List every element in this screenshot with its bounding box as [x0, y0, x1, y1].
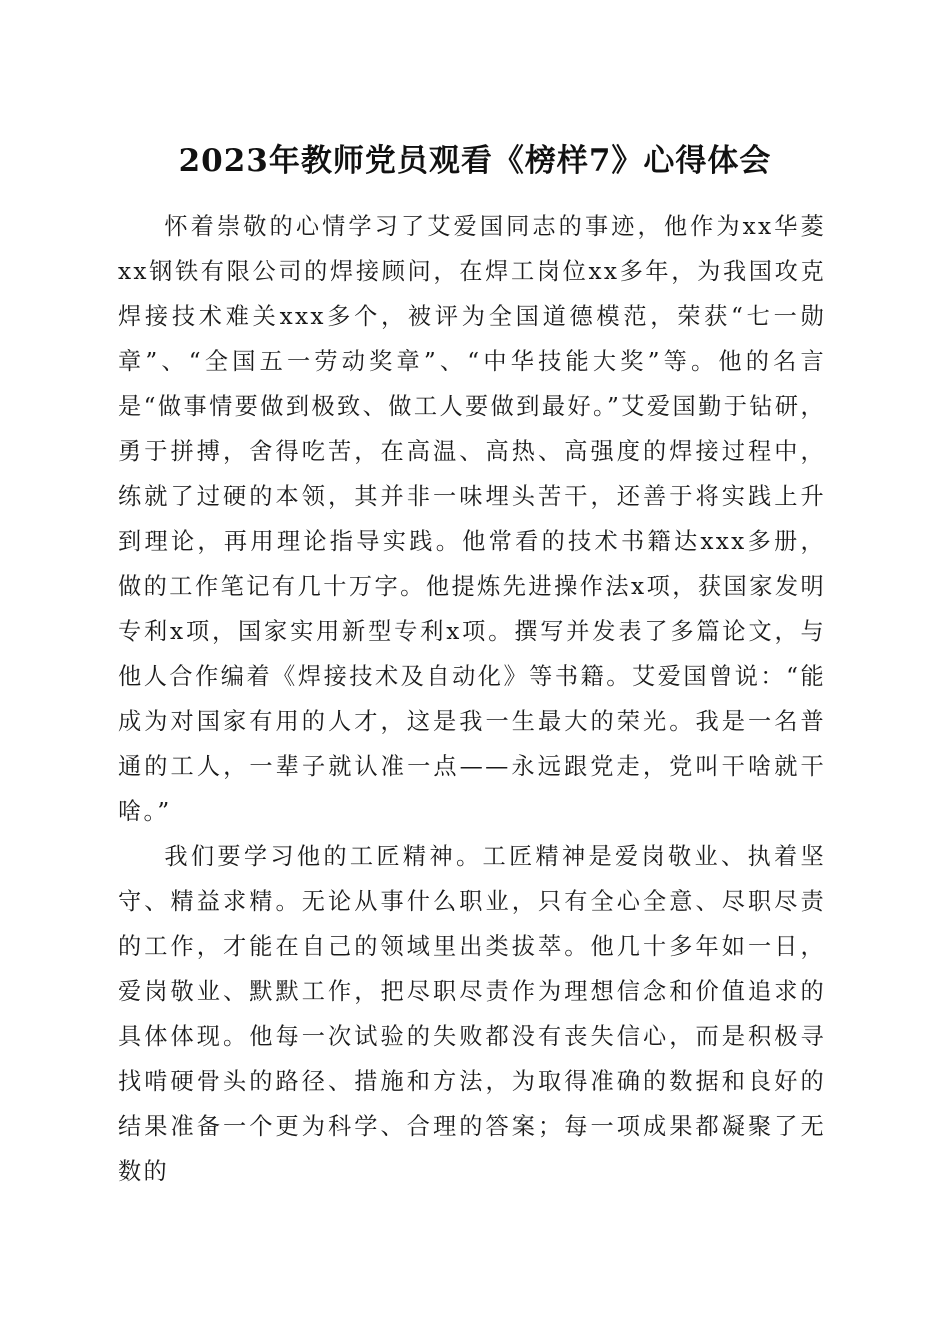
paragraph-1: 怀着崇敬的心情学习了艾爱国同志的事迹，他作为xx华菱xx钢铁有限公司的焊接顾问，在焊工岗位xx多年，为我国攻克焊接技术难关xxx多个，被评为全国道德模范，荣获“七一勋章”、“全国五一劳动奖章”、“中华技能大奖”等。他的名言是“做事情要做到极致、做工人要做到最好。”艾爱国勤于钻研，勇于拼搏，舍得吃苦，在高温、高热、高强度的焊接过程中，练就了过硬的本领，其并非一味埋头苦干，还善于将实践上升到理论，再用理论指导实践。他常看的技术书籍达xxx多册，做的工作笔记有几十万字。他提炼先进操作法x项，获国家发明专利x项，国家实用新型专利x项。撰写并发表了多篇论文，与他人合作编着《焊接技术及自动化》等书籍。艾爱国曾说：“能成为对国家有用的人才，这是我一生最大的荣光。我是一名普通的工人，一辈子就认准一点——永远跟党走，党叫干啥就干啥。”: [118, 213, 826, 825]
document-title: 2023年教师党员观看《榜样7》心得体会: [178, 143, 772, 179]
paragraph-2: 我们要学习他的工匠精神。工匠精神是爱岗敬业、执着坚守、精益求精。无论从事什么职业，只有全心全意、尽职尽责的工作，才能在自己的领域里出类拔萃。他几十多年如一日，爱岗敬业、默默工作，把尽职尽责作为理想信念和价值追求的具体体现。他每一次试验的失败都没有丧失信心，而是积极寻找啃硬骨头的路径、措施和方法，为取得准确的数据和良好的结果准备一个更为科学、合理的答案；每一项成果都凝聚了无数的: [118, 843, 826, 1185]
document-body: [118, 204, 826, 1194]
